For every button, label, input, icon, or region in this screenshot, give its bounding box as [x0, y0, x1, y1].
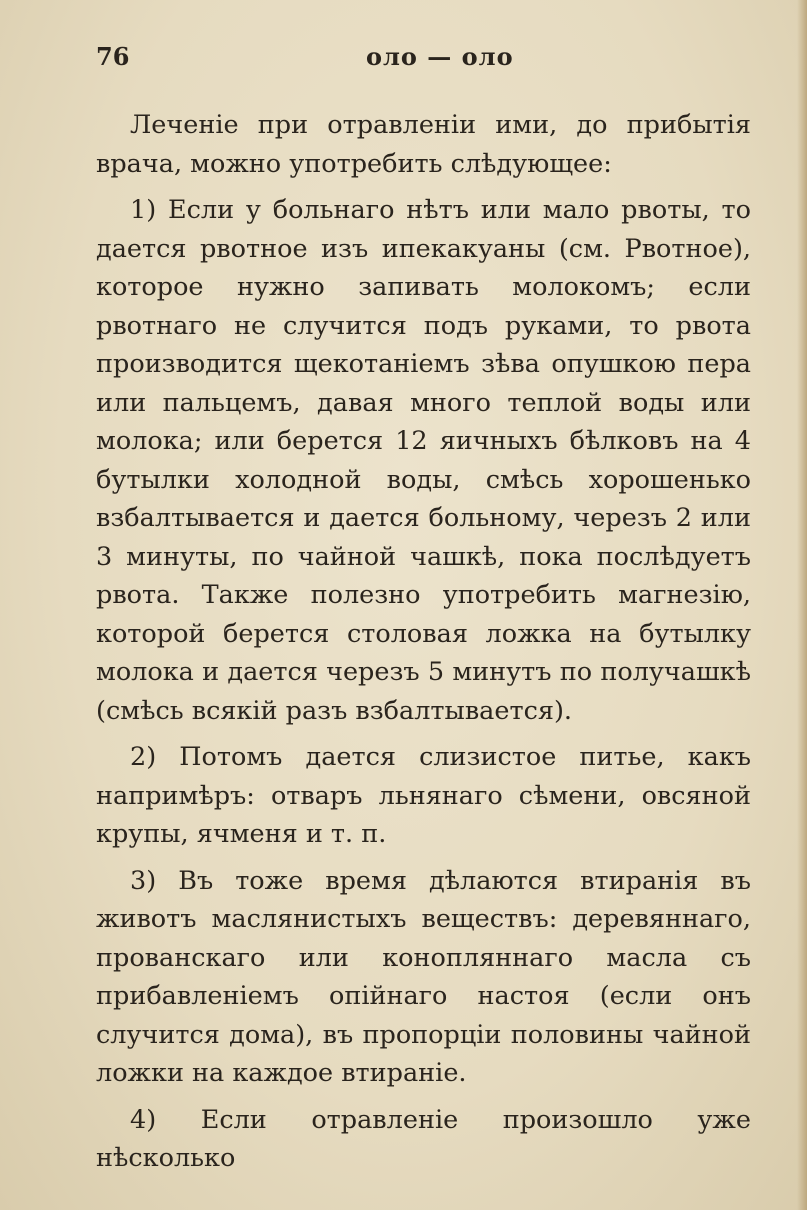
paragraph-item-1: 1) Если у больнаго нѣтъ или мало рвоты, то дается рвотное изъ ипекакуаны (см. Рвотное), которое нужно запивать молокомъ; если рвотнаго не случится подъ руками, то рвота производится щекотаніемъ зѣва опушкою пера или пальцемъ, давая много теплой воды или молока; или берется 12 яичныхъ бѣлковъ на 4 бутылки холодной воды, смѣсь хорошенько взбалтывается и дается больному, черезъ 2 или 3 минуты, по чайной чашкѣ, пока послѣдуетъ рвота. Также полезно употребить магнезію, которой берется столовая ложка на бутылку молока и дается черезъ 5 минутъ по получашкѣ (смѣсь всякій разъ взбалтывается). [96, 195, 751, 726]
paragraph-intro: Леченіе при отравленіи ими, до прибытія врача, можно употребить слѣдующее: [96, 110, 751, 179]
paragraph-item-3: 3) Въ тоже время дѣлаются втиранія въ животъ маслянистыхъ веществъ: деревяннаго, прованскаго или конопляннаго масла съ прибавленіемъ опійнаго настоя (если онъ случится дома), въ пропорціи половины чайной ложки на каждое втираніе. [96, 865, 751, 1088]
page-header [96, 42, 751, 78]
page-number: 76 [96, 42, 130, 71]
body-text [96, 106, 751, 1178]
running-head: оло — оло [366, 42, 514, 71]
paragraph-item-2: 2) Потомъ дается слизистое питье, какъ напримѣръ: отваръ льнянаго сѣмени, овсяной крупы, ячменя и т. п. [96, 742, 751, 849]
paragraph-item-4: 4) Если отравленіе произошло уже нѣсколько [96, 1104, 751, 1173]
page-edge-shadow [797, 0, 807, 1210]
